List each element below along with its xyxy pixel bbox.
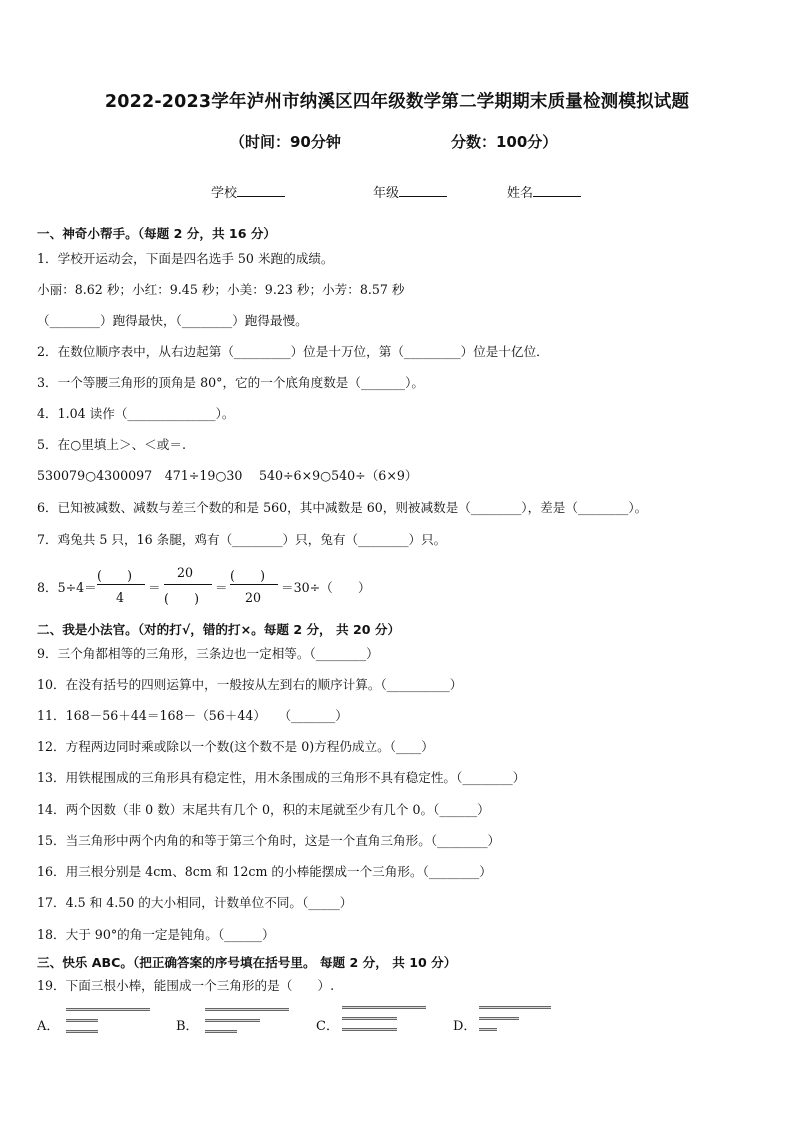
q8-denominator-3: 20	[245, 590, 262, 605]
question-13: 13．用铁棍围成的三角形具有稳定性，用木条围成的三角形不具有稳定性。（________）	[37, 770, 526, 785]
q8-equals-1: ＝	[148, 580, 161, 595]
q8-blank-numerator-3[interactable]: ( )	[230, 568, 266, 583]
option-c-stick-medium	[342, 1017, 397, 1020]
option-c[interactable]: C．	[316, 1019, 339, 1034]
option-b[interactable]: B．	[176, 1019, 199, 1034]
question-4: 4．1.04 读作（______________）。	[37, 406, 235, 421]
option-a-stick-long	[66, 1008, 150, 1011]
question-9: 9．三个角都相等的三角形，三条边也一定相等。（________）	[37, 646, 379, 661]
question-12: 12．方程两边同时乘或除以一个数(这个数不是 0)方程仍成立。（____）	[37, 739, 434, 754]
section-3-title: 三、快乐 ABC。（把正确答案的序号填在括号里。 每题 2 分， 共 10 分）	[37, 955, 457, 970]
question-17: 17．4.5 和 4.50 的大小相同，计数单位不同。（_____）	[37, 895, 353, 910]
question-11: 11．168－56＋44＝168－（56＋44） （_______）	[37, 708, 348, 723]
grade-blank[interactable]	[399, 183, 447, 197]
q8-blank-denominator-2[interactable]: ( )	[164, 591, 200, 606]
question-5-items: 530079○4300097 471÷19○30 540÷6×9○540÷（6×9）	[37, 468, 418, 483]
option-a-stick-short	[66, 1030, 98, 1033]
question-1-blanks: （________）跑得最快，（________）跑得最慢。	[37, 313, 308, 328]
question-10: 10．在没有括号的四则运算中，一般按从左到右的顺序计算。（__________）	[37, 677, 463, 692]
school-label: 学校	[211, 186, 238, 201]
question-14: 14．两个因数（非 0 数）末尾共有几个 0，积的末尾就至少有几个 0。（______）	[37, 802, 490, 817]
option-c-stick-medium	[342, 1028, 397, 1031]
question-16: 16．用三根分别是 4cm、8cm 和 12cm 的小棒能摆成一个三角形。（________）	[37, 864, 492, 879]
q8-numerator-2: 20	[177, 565, 194, 580]
question-7: 7．鸡兔共 5 只，16 条腿，鸡有（________）只，兔有（________）只。	[37, 532, 447, 547]
q8-fraction-bar-3	[230, 584, 278, 585]
q8-fraction-bar-2	[164, 584, 212, 585]
grade-label: 年级	[373, 186, 400, 201]
school-blank[interactable]	[237, 183, 285, 197]
grade-field[interactable]	[373, 182, 447, 201]
name-field[interactable]	[507, 182, 581, 201]
option-d-stick-medium	[479, 1017, 519, 1020]
student-info	[0, 182, 794, 202]
question-5: 5．在○里填上＞、＜或＝.	[37, 437, 186, 452]
exam-score: 分数：100分）	[451, 133, 558, 151]
question-6: 6．已知被减数、减数与差三个数的和是 560，其中减数是 60，则被减数是（________），差是（________）。	[37, 500, 648, 515]
question-1: 1．学校开运动会，下面是四名选手 50 米跑的成绩。	[37, 251, 334, 266]
q8-equals-2: ＝	[215, 580, 228, 595]
option-d[interactable]: D．	[453, 1019, 477, 1034]
exam-time: （时间：90分钟	[230, 133, 341, 151]
section-2-title: 二、我是小法官。（对的打√，错的打×。每题 2 分， 共 20 分）	[37, 622, 401, 637]
q8-prefix: 8．5÷4＝	[37, 580, 97, 595]
question-19-options	[0, 1004, 794, 1040]
option-a-stick-short	[66, 1019, 98, 1022]
option-b-stick-medium	[205, 1019, 260, 1022]
name-label: 姓名	[507, 186, 534, 201]
q8-fraction-bar-1	[97, 584, 145, 585]
option-d-stick-short	[479, 1028, 497, 1031]
option-b-stick-long	[205, 1008, 289, 1011]
question-3: 3．一个等腰三角形的顶角是 80°，它的一个底角度数是（_______）。	[37, 375, 424, 390]
q8-suffix: ＝30÷（ ）	[281, 580, 371, 595]
option-b-stick-short	[205, 1030, 237, 1033]
option-a[interactable]: A．	[37, 1019, 60, 1034]
name-blank[interactable]	[533, 183, 581, 197]
question-1-data: 小丽：8.62 秒；小红：9.45 秒；小美：9.23 秒；小芳：8.57 秒	[37, 282, 405, 297]
q8-blank-numerator-1[interactable]: ( )	[97, 568, 133, 583]
exam-subtitle	[0, 131, 794, 153]
option-c-stick-long	[342, 1006, 426, 1009]
question-18: 18．大于 90°的角一定是钝角。（______）	[37, 927, 275, 942]
question-15: 15．当三角形中两个内角的和等于第三个角时，这是一个直角三角形。（________）	[37, 833, 501, 848]
question-2: 2．在数位顺序表中，从右边起第（_________）位是十万位，第（_________）位是十亿位．	[37, 344, 549, 359]
question-19: 19．下面三根小棒，能围成一个三角形的是（ ）.	[37, 978, 335, 993]
school-field[interactable]	[211, 182, 285, 201]
option-d-stick-long	[479, 1006, 551, 1009]
exam-title: 2022-2023学年泸州市纳溪区四年级数学第二学期期末质量检测模拟试题	[104, 92, 690, 112]
section-1-title: 一、神奇小帮手。（每题 2 分，共 16 分）	[37, 226, 277, 241]
q8-denominator-1: 4	[116, 590, 125, 605]
